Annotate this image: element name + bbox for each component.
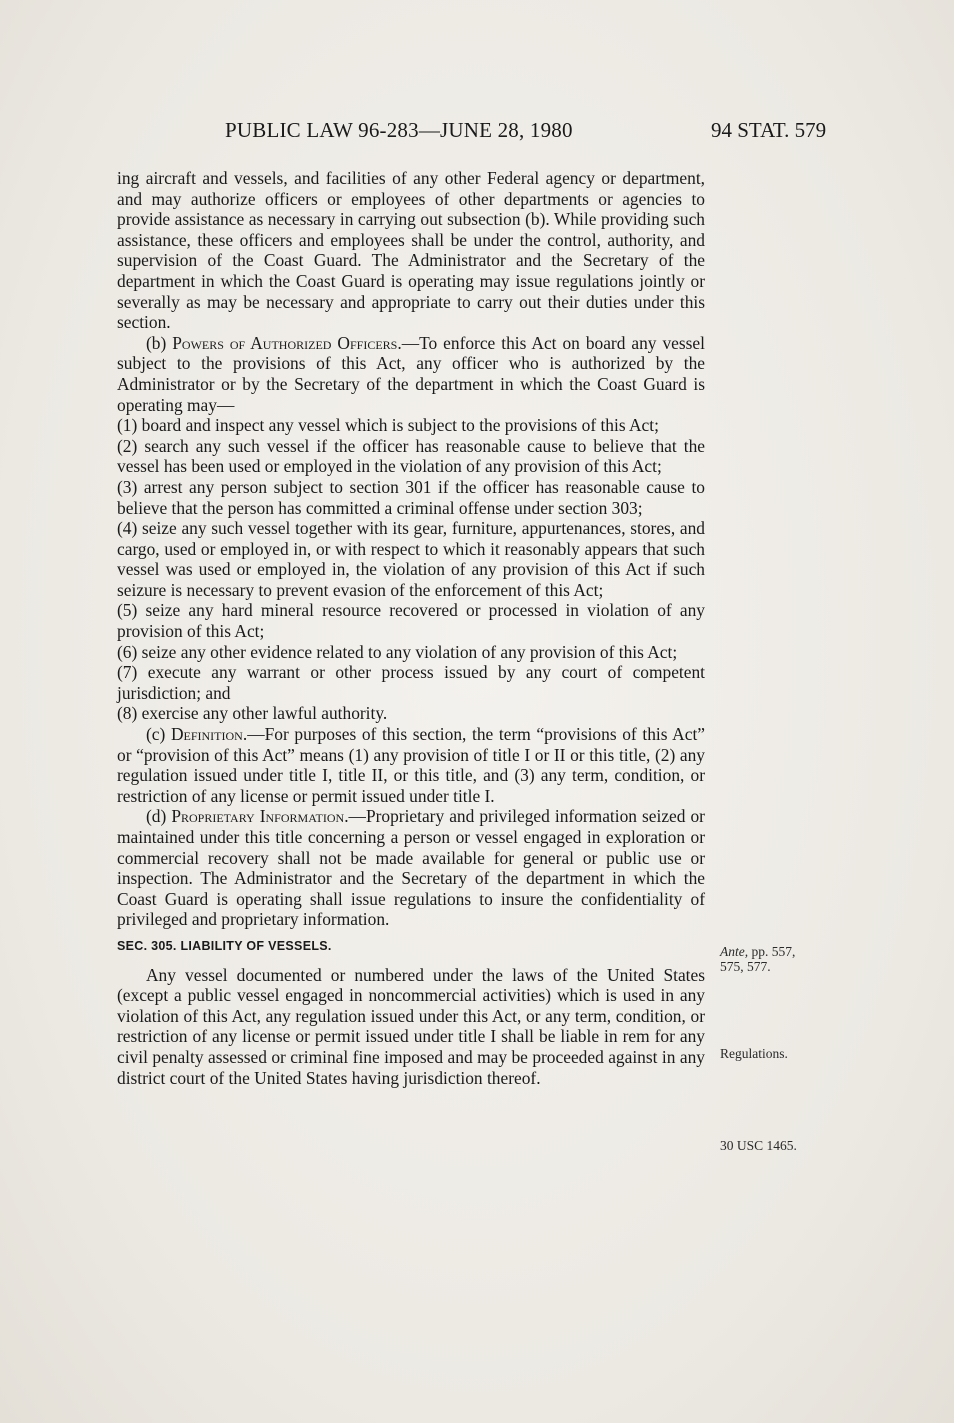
list-item: (8) exercise any other lawful authority. [117, 703, 388, 724]
margin-note-ante-pages-2: 575, 577. [720, 959, 771, 974]
subsection-d-text: —Proprietary and privileged information seized or maintained under this title concerning a person or vessel engaged in exploration or commercial recovery shall not be made available for general or public use or inspection. The Administrator and the Secretary of the department in which the Coast Guard is operating shall issue regulations to insure the confidentiality of privileged and proprietary information. [117, 806, 705, 930]
running-header-page: 94 STAT. 579 [711, 118, 827, 142]
list-item: (7) execute any warrant or other process issued by any court of competent jurisdiction; and [117, 662, 705, 703]
list-item: (3) arrest any person subject to section 301 if the officer has reasonable cause to believe that the person has committed a criminal offense under section 303; [117, 476, 705, 518]
margin-note-regulations: Regulations. [720, 1046, 788, 1061]
margin-note-usc: 30 USC 1465. [720, 1138, 797, 1153]
subsection-c-heading: Definition. [170, 724, 248, 745]
list-item: (5) seize any hard mineral resource recovered or processed in violation of any provision of this Act; [117, 600, 705, 642]
list-item: (2) search any such vessel if the officer has reasonable cause to believe that the vessel has been used or employed in the violation of any provision of this Act; [117, 435, 705, 477]
margin-note-ante-italic: Ante, [720, 944, 749, 959]
running-header-title: PUBLIC LAW 96-283—JUNE 28, 1980 [225, 118, 573, 142]
margin-note-ante [720, 944, 795, 974]
subsection-b-label: (b) [146, 332, 173, 353]
list-item: (1) board and inspect any vessel which is subject to the provisions of this Act; [117, 415, 659, 436]
subsection-c [117, 724, 705, 806]
paragraph-continuation: ing aircraft and vessels, and facilities of any other Federal agency or department, and may authorize officers or employees of other departments or agencies to provide assistance as necessary in carrying out subsection (b). While providing such assistance, these officers and employees shall be under the control, authority, and supervision of the Coast Guard. The Administrator and the Secretary of the department in which the Coast Guard is operating may issue regulations jointly or severally as may be necessary and appropriate to carry out their duties under this section. [117, 168, 705, 333]
list-item: (6) seize any other evidence related to any violation of any provision of this Act; [117, 641, 678, 662]
subsection-c-label: (c) [146, 724, 171, 745]
subsection-b [117, 333, 705, 415]
margin-note-ante-pages: pp. 557, [748, 944, 796, 959]
subsection-c-text: —For purposes of this section, the term “provisions of this Act” or “provision of this Act” means (1) any provision of title I or II or this title, (2) any regulation issued under title I, title II, or this title, and (3) any term, condition, or restriction of any license or permit issued under title I. [117, 724, 705, 806]
subsection-d-heading: Proprietary Information. [171, 806, 349, 827]
section-305-heading: SEC. 305. LIABILITY OF VESSELS. [117, 938, 332, 953]
subsection-b-heading: Powers of Authorized Officers. [172, 332, 402, 353]
list-item: (4) seize any such vessel together with its gear, furniture, appurtenances, stores, and cargo, used or employed in, or with respect to which it reasonably appears that such vessel was used or employed in, the violation of any provision of this Act if such seizure is necessary to prevent evasion of the enforcement of this Act; [117, 518, 705, 600]
subsection-d-label: (d) [146, 806, 172, 827]
section-305-text: Any vessel documented or numbered under the laws of the United States (except a public vessel engaged in noncommercial activities) which is used in any violation of this Act, any regulation issued under this Act, or any term, condition, or restriction of any license or permit issued under title I shall be liable in rem for any civil penalty assessed or criminal fine imposed and may be proceeded against in any district court of the United States having jurisdiction thereof. [117, 964, 705, 1088]
body-text [117, 168, 705, 1088]
subsection-b-text: —To enforce this Act on board any vessel subject to the provisions of this Act, any officer who is authorized by the Administrator or by the Secretary of the department in which the Coast Guard is operating may— [117, 332, 705, 415]
subsection-d [117, 806, 705, 930]
